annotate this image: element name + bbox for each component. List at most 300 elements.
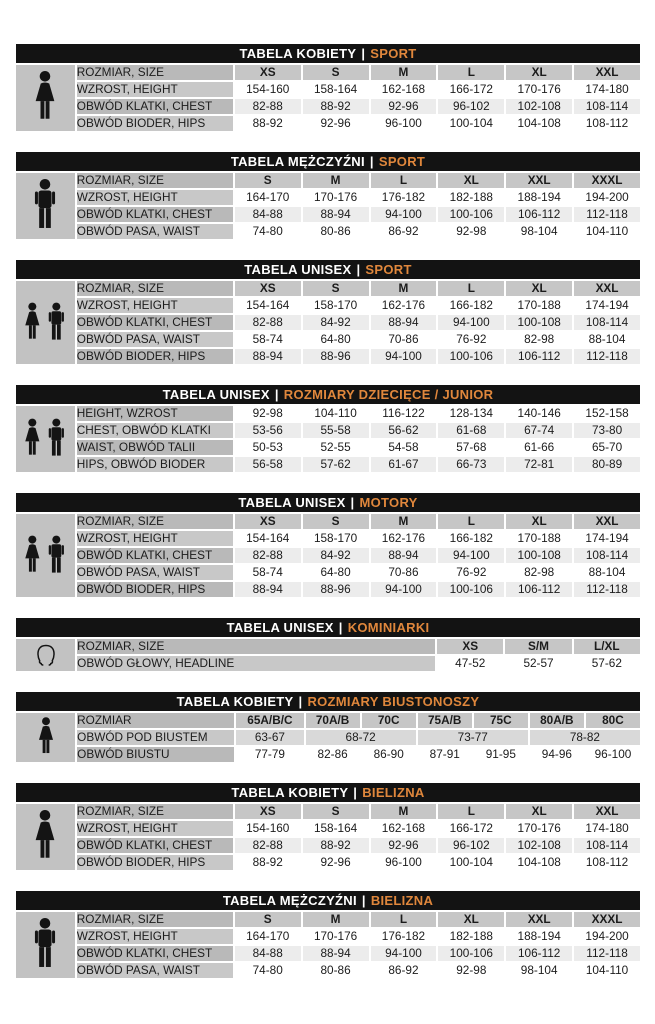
man-icon	[16, 173, 75, 239]
size-header-cell: XXL	[574, 514, 640, 529]
measurement-row	[16, 838, 640, 853]
measurement-row	[16, 82, 640, 97]
row-label: OBWÓD KLATKI, CHEST	[77, 207, 233, 222]
value-cell: 96-102	[438, 838, 504, 853]
size-table-unisex-junior	[16, 385, 640, 474]
size-header-cell: L	[438, 65, 504, 80]
size-table-grid	[14, 171, 642, 241]
value-cell: 76-92	[438, 332, 504, 347]
value-cell: 56-58	[235, 457, 301, 472]
size-table-unisex-sport	[16, 260, 640, 366]
size-header-cell: 70C	[362, 713, 416, 728]
value-cell: 102-108	[506, 838, 572, 853]
measurement-row	[16, 582, 640, 597]
value-cell: 82-88	[235, 838, 301, 853]
value-cell: 100-106	[438, 582, 504, 597]
value-cell: 96-100	[371, 855, 437, 870]
size-table-kobiety-biustonosze	[16, 692, 640, 764]
measurement-row	[16, 224, 640, 239]
row-label: OBWÓD BIODER, HIPS	[77, 855, 233, 870]
value-cell: 70-86	[371, 332, 437, 347]
size-header-cell: M	[303, 912, 369, 927]
value-cell: 112-118	[574, 582, 640, 597]
table-title-bar	[16, 493, 640, 512]
table-title-bar	[16, 152, 640, 171]
measurement-row	[16, 315, 640, 330]
value-cell: 84-88	[235, 207, 301, 222]
row-label: HIPS, OBWÓD BIODER	[77, 457, 233, 472]
measurement-row	[16, 730, 640, 745]
value-cell: 162-168	[371, 821, 437, 836]
size-header-cell: XL	[438, 912, 504, 927]
woman-icon	[16, 804, 75, 870]
value-cell: 96-100	[586, 747, 640, 762]
measurement-row	[16, 332, 640, 347]
table-title-main: TABELA UNISEX	[238, 495, 346, 510]
value-cell: 174-194	[574, 298, 640, 313]
value-cell: 106-112	[506, 946, 572, 961]
size-header-cell: M	[303, 173, 369, 188]
size-header-row	[16, 514, 640, 529]
woman-icon	[16, 65, 75, 131]
size-header-cell: S/M	[505, 639, 571, 654]
value-cell: 73-77	[418, 730, 528, 745]
measurement-row	[16, 929, 640, 944]
size-header-cell: M	[371, 514, 437, 529]
value-cell: 162-168	[371, 82, 437, 97]
size-table-grid	[14, 711, 642, 764]
value-cell: 102-108	[506, 99, 572, 114]
value-cell: 182-188	[438, 190, 504, 205]
size-header-row	[16, 639, 640, 654]
table-title-accent: MOTORY	[359, 495, 418, 510]
value-cell: 65-70	[574, 440, 640, 455]
value-cell: 88-104	[574, 565, 640, 580]
value-cell: 94-100	[371, 207, 437, 222]
table-title-separator: |	[274, 387, 279, 402]
value-cell: 96-102	[438, 99, 504, 114]
value-cell: 106-112	[506, 207, 572, 222]
value-cell: 96-100	[371, 116, 437, 131]
size-header-cell: XL	[506, 514, 572, 529]
value-cell: 158-164	[303, 821, 369, 836]
size-table-grid	[14, 404, 642, 474]
value-cell: 92-96	[303, 855, 369, 870]
value-cell: 50-53	[235, 440, 301, 455]
value-cell: 68-72	[306, 730, 416, 745]
table-title-separator: |	[298, 694, 303, 709]
table-title-main: TABELA MĘŻCZYŹNI	[222, 893, 357, 908]
value-cell: 91-95	[474, 747, 528, 762]
value-cell: 73-80	[574, 423, 640, 438]
value-cell: 61-68	[438, 423, 504, 438]
table-title-accent: ROZMIARY BIUSTONOSZY	[307, 694, 480, 709]
value-cell: 82-98	[506, 565, 572, 580]
value-cell: 154-164	[235, 298, 301, 313]
size-header-cell: 65A/B/C	[236, 713, 303, 728]
row-label: OBWÓD BIODER, HIPS	[77, 116, 233, 131]
measurement-row	[16, 531, 640, 546]
value-cell: 82-86	[306, 747, 360, 762]
value-cell: 100-104	[438, 116, 504, 131]
value-cell: 112-118	[574, 207, 640, 222]
row-label: OBWÓD KLATKI, CHEST	[77, 838, 233, 853]
row-label: WZROST, HEIGHT	[77, 531, 233, 546]
value-cell: 80-89	[574, 457, 640, 472]
value-cell: 92-96	[371, 99, 437, 114]
value-cell: 112-118	[574, 946, 640, 961]
size-header-cell: L	[438, 514, 504, 529]
row-label: OBWÓD PASA, WAIST	[77, 963, 233, 978]
size-header-cell: XS	[235, 281, 301, 296]
row-label: OBWÓD KLATKI, CHEST	[77, 946, 233, 961]
value-cell: 74-80	[235, 224, 301, 239]
measurement-row	[16, 548, 640, 563]
size-header-cell: XXL	[574, 281, 640, 296]
value-cell: 116-122	[371, 406, 437, 421]
table-title-bar	[16, 260, 640, 279]
size-header-row	[16, 65, 640, 80]
row-label: OBWÓD BIODER, HIPS	[77, 349, 233, 364]
size-header-cell: XL	[506, 65, 572, 80]
value-cell: 174-180	[574, 821, 640, 836]
size-header-cell: XL	[506, 281, 572, 296]
value-cell: 80-86	[303, 224, 369, 239]
value-cell: 88-94	[303, 207, 369, 222]
size-header-cell: XXL	[506, 173, 572, 188]
row-label: OBWÓD GŁOWY, HEADLINE	[77, 656, 435, 671]
value-cell: 154-160	[235, 82, 301, 97]
value-cell: 92-96	[371, 838, 437, 853]
row-label: CHEST, OBWÓD KLATKI	[77, 423, 233, 438]
value-cell: 108-114	[574, 315, 640, 330]
value-cell: 108-112	[574, 855, 640, 870]
value-cell: 94-96	[530, 747, 584, 762]
measurement-row	[16, 855, 640, 870]
value-cell: 154-164	[235, 531, 301, 546]
table-title-accent: ROZMIARY DZIECIĘCE / JUNIOR	[283, 387, 494, 402]
value-cell: 174-180	[574, 82, 640, 97]
value-cell: 53-56	[235, 423, 301, 438]
size-header-row	[16, 281, 640, 296]
table-title-accent: SPORT	[365, 262, 412, 277]
value-cell: 88-94	[371, 315, 437, 330]
size-header-cell: M	[371, 65, 437, 80]
table-title-bar	[16, 891, 640, 910]
measurement-row	[16, 406, 640, 421]
value-cell: 88-94	[371, 548, 437, 563]
size-header-cell: 80A/B	[530, 713, 584, 728]
value-cell: 194-200	[574, 929, 640, 944]
table-title-accent: KOMINIARKI	[347, 620, 430, 635]
size-header-cell: XS	[235, 65, 301, 80]
value-cell: 170-176	[506, 82, 572, 97]
table-title-separator: |	[361, 46, 366, 61]
value-cell: 92-98	[235, 406, 301, 421]
measurement-row	[16, 349, 640, 364]
table-title-main: TABELA UNISEX	[244, 262, 352, 277]
value-cell: 182-188	[438, 929, 504, 944]
size-table-grid	[14, 63, 642, 133]
value-cell: 56-62	[371, 423, 437, 438]
value-cell: 84-88	[235, 946, 301, 961]
size-table-grid	[14, 279, 642, 366]
value-cell: 86-90	[362, 747, 416, 762]
table-title-separator: |	[350, 495, 355, 510]
size-header-row	[16, 713, 640, 728]
value-cell: 152-158	[574, 406, 640, 421]
value-cell: 162-176	[371, 298, 437, 313]
table-title-main: TABELA MĘŻCZYŹNI	[230, 154, 365, 169]
value-cell: 104-108	[506, 116, 572, 131]
value-cell: 61-66	[506, 440, 572, 455]
value-cell: 52-57	[505, 656, 571, 671]
measurement-row	[16, 565, 640, 580]
value-cell: 88-92	[235, 116, 301, 131]
size-header-cell: M	[371, 281, 437, 296]
size-header-cell: S	[235, 912, 301, 927]
value-cell: 104-110	[574, 963, 640, 978]
row-label: OBWÓD PASA, WAIST	[77, 565, 233, 580]
value-cell: 64-80	[303, 332, 369, 347]
row-label: WZROST, HEIGHT	[77, 298, 233, 313]
value-cell: 108-114	[574, 838, 640, 853]
value-cell: 104-108	[506, 855, 572, 870]
value-cell: 100-106	[438, 207, 504, 222]
value-cell: 57-62	[303, 457, 369, 472]
row-label: WZROST, HEIGHT	[77, 82, 233, 97]
value-cell: 98-104	[506, 224, 572, 239]
size-header-cell: 75A/B	[418, 713, 472, 728]
size-header-cell: S	[303, 281, 369, 296]
size-header-row	[16, 173, 640, 188]
man-icon	[16, 912, 75, 978]
size-header-cell: L	[438, 804, 504, 819]
size-header-cell: XL	[506, 804, 572, 819]
size-table-kobiety-bielizna	[16, 783, 640, 872]
value-cell: 94-100	[371, 349, 437, 364]
row-label: WZROST, HEIGHT	[77, 821, 233, 836]
value-cell: 170-176	[303, 190, 369, 205]
size-header-cell: XXL	[574, 804, 640, 819]
value-cell: 106-112	[506, 349, 572, 364]
size-header-cell: S	[303, 514, 369, 529]
table-title-bar	[16, 692, 640, 711]
value-cell: 108-114	[574, 548, 640, 563]
value-cell: 104-110	[574, 224, 640, 239]
value-cell: 94-100	[371, 946, 437, 961]
row-label: WAIST, OBWÓD TALII	[77, 440, 233, 455]
size-table-unisex-motory	[16, 493, 640, 599]
value-cell: 88-96	[303, 582, 369, 597]
value-cell: 86-92	[371, 963, 437, 978]
table-title-separator: |	[353, 785, 358, 800]
value-cell: 88-96	[303, 349, 369, 364]
unisex-icon	[16, 514, 75, 597]
value-cell: 57-62	[574, 656, 640, 671]
table-title-main: TABELA UNISEX	[162, 387, 270, 402]
row-label: OBWÓD PASA, WAIST	[77, 224, 233, 239]
measurement-row	[16, 656, 640, 671]
size-header-cell: L/XL	[574, 639, 640, 654]
size-table-grid	[14, 910, 642, 980]
size-table-mezczyzni-bielizna	[16, 891, 640, 980]
measurement-row	[16, 821, 640, 836]
table-title-accent: BIELIZNA	[362, 785, 425, 800]
size-table-kobiety-sport	[16, 44, 640, 133]
table-title-separator: |	[369, 154, 374, 169]
size-header-row	[16, 912, 640, 927]
value-cell: 94-100	[438, 315, 504, 330]
value-cell: 170-176	[303, 929, 369, 944]
value-cell: 108-112	[574, 116, 640, 131]
size-header-cell: XXL	[506, 912, 572, 927]
value-cell: 66-73	[438, 457, 504, 472]
value-cell: 87-91	[418, 747, 472, 762]
size-header-cell: M	[371, 804, 437, 819]
table-title-accent: BIELIZNA	[370, 893, 434, 908]
size-header-cell: L	[371, 173, 437, 188]
size-header-cell: XS	[235, 804, 301, 819]
row-label: ROZMIAR, SIZE	[77, 912, 233, 927]
value-cell: 88-94	[303, 946, 369, 961]
value-cell: 77-79	[236, 747, 303, 762]
value-cell: 86-92	[371, 224, 437, 239]
value-cell: 94-100	[371, 582, 437, 597]
table-title-accent: SPORT	[370, 46, 417, 61]
size-header-cell: S	[303, 65, 369, 80]
size-table-unisex-kominiarki	[16, 618, 640, 673]
value-cell: 158-164	[303, 82, 369, 97]
size-header-cell: XXXL	[574, 173, 640, 188]
value-cell: 104-110	[303, 406, 369, 421]
value-cell: 61-67	[371, 457, 437, 472]
value-cell: 176-182	[371, 190, 437, 205]
measurement-row	[16, 99, 640, 114]
woman-icon	[16, 713, 75, 762]
size-header-cell: L	[438, 281, 504, 296]
size-table-mezczyzni-sport	[16, 152, 640, 241]
value-cell: 84-92	[303, 315, 369, 330]
value-cell: 92-98	[438, 963, 504, 978]
value-cell: 72-81	[506, 457, 572, 472]
value-cell: 88-94	[235, 349, 301, 364]
table-title-separator: |	[356, 262, 361, 277]
value-cell: 98-104	[506, 963, 572, 978]
measurement-row	[16, 423, 640, 438]
value-cell: 54-58	[371, 440, 437, 455]
row-label: ROZMIAR, SIZE	[77, 173, 233, 188]
value-cell: 76-92	[438, 565, 504, 580]
value-cell: 164-170	[235, 190, 301, 205]
size-header-cell: XS	[437, 639, 503, 654]
value-cell: 92-96	[303, 116, 369, 131]
row-label: OBWÓD POD BIUSTEM	[77, 730, 234, 745]
value-cell: 158-170	[303, 298, 369, 313]
value-cell: 108-114	[574, 99, 640, 114]
row-label: HEIGHT, WZROST	[77, 406, 233, 421]
value-cell: 174-194	[574, 531, 640, 546]
size-header-row	[16, 804, 640, 819]
table-title-main: TABELA KOBIETY	[239, 46, 357, 61]
row-label: OBWÓD BIUSTU	[77, 747, 234, 762]
value-cell: 158-170	[303, 531, 369, 546]
value-cell: 47-52	[437, 656, 503, 671]
table-title-bar	[16, 783, 640, 802]
value-cell: 188-194	[506, 190, 572, 205]
row-label: OBWÓD PASA, WAIST	[77, 332, 233, 347]
value-cell: 188-194	[506, 929, 572, 944]
measurement-row	[16, 457, 640, 472]
value-cell: 112-118	[574, 349, 640, 364]
row-label: OBWÓD KLATKI, CHEST	[77, 548, 233, 563]
value-cell: 84-92	[303, 548, 369, 563]
size-header-cell: XL	[438, 173, 504, 188]
value-cell: 58-74	[235, 565, 301, 580]
value-cell: 166-182	[438, 531, 504, 546]
measurement-row	[16, 963, 640, 978]
row-label: OBWÓD KLATKI, CHEST	[77, 315, 233, 330]
value-cell: 58-74	[235, 332, 301, 347]
table-title-main: TABELA UNISEX	[226, 620, 334, 635]
row-label: WZROST, HEIGHT	[77, 190, 233, 205]
row-label: OBWÓD BIODER, HIPS	[77, 582, 233, 597]
value-cell: 82-88	[235, 315, 301, 330]
value-cell: 88-92	[235, 855, 301, 870]
balaclava-icon	[16, 639, 75, 671]
value-cell: 92-98	[438, 224, 504, 239]
value-cell: 67-74	[506, 423, 572, 438]
row-label: ROZMIAR, SIZE	[77, 804, 233, 819]
table-title-main: TABELA KOBIETY	[231, 785, 349, 800]
value-cell: 57-68	[438, 440, 504, 455]
value-cell: 70-86	[371, 565, 437, 580]
measurement-row	[16, 946, 640, 961]
measurement-row	[16, 190, 640, 205]
value-cell: 88-94	[235, 582, 301, 597]
row-label: ROZMIAR, SIZE	[77, 65, 233, 80]
size-header-cell: L	[371, 912, 437, 927]
value-cell: 88-104	[574, 332, 640, 347]
row-label: OBWÓD KLATKI, CHEST	[77, 99, 233, 114]
value-cell: 100-106	[438, 946, 504, 961]
value-cell: 55-58	[303, 423, 369, 438]
value-cell: 88-92	[303, 99, 369, 114]
row-label: WZROST, HEIGHT	[77, 929, 233, 944]
value-cell: 170-176	[506, 821, 572, 836]
value-cell: 170-188	[506, 298, 572, 313]
value-cell: 166-172	[438, 821, 504, 836]
value-cell: 194-200	[574, 190, 640, 205]
size-header-cell: S	[303, 804, 369, 819]
unisex-icon	[16, 281, 75, 364]
measurement-row	[16, 747, 640, 762]
size-header-cell: 70A/B	[306, 713, 360, 728]
row-label: ROZMIAR, SIZE	[77, 514, 233, 529]
size-header-cell: 75C	[474, 713, 528, 728]
unisex-junior-icon	[16, 406, 75, 472]
size-table-grid	[14, 637, 642, 673]
value-cell: 166-182	[438, 298, 504, 313]
value-cell: 94-100	[438, 548, 504, 563]
measurement-row	[16, 207, 640, 222]
table-title-bar	[16, 618, 640, 637]
value-cell: 64-80	[303, 565, 369, 580]
value-cell: 100-104	[438, 855, 504, 870]
size-header-cell: XS	[235, 514, 301, 529]
value-cell: 74-80	[235, 963, 301, 978]
measurement-row	[16, 298, 640, 313]
